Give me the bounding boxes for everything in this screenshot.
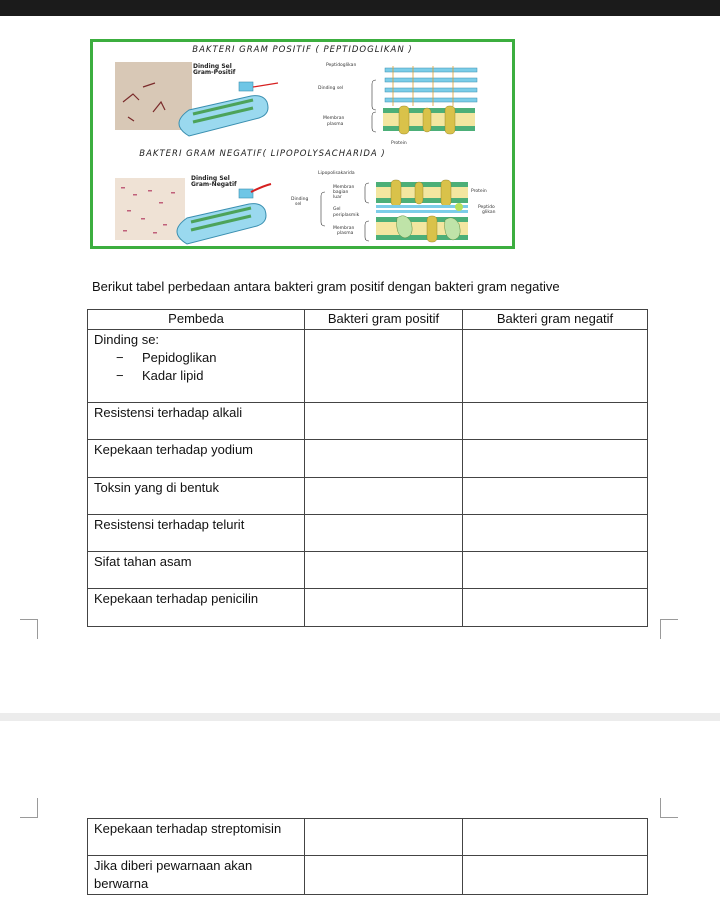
row-label: Toksin yang di bentuk [88,478,305,515]
bullet-dash: − [116,368,124,383]
table-row [88,403,648,440]
row-label: Kepekaan terhadap streptomisin [88,819,305,856]
svg-text:Gram-Positif: Gram-Positif [193,69,236,76]
table-row [88,552,648,589]
label-peptidoglikan-neg: Peptido [478,205,495,210]
cell-positif[interactable] [305,478,463,515]
svg-text:glikan: glikan [482,210,496,215]
margin-mark-bottom-right [660,619,678,639]
cell-negatif[interactable] [463,403,648,440]
table-row [88,819,648,856]
rod-cell-positive [179,82,278,136]
page-separator [0,713,720,721]
row-label: Kepekaan terhadap penicilin [88,589,305,627]
comparison-table-continued [87,818,648,895]
bullet-dash: − [116,350,124,365]
row-label: Resistensi terhadap telurit [88,515,305,552]
figure-title-positive: BAKTERI GRAM POSITIF ( PEPTIDOGLIKAN ) [192,45,413,55]
label-membran-luar: Membran [333,185,355,190]
table-row [88,440,648,478]
label-protein-pos: Protein [391,141,407,146]
label-protein-neg: Protein [471,189,487,194]
row-label: Jika diberi pewarnaan akan berwarna [88,856,305,895]
margin-mark-top-left [20,798,38,818]
svg-text:sel: sel [295,202,302,207]
svg-text:bagian: bagian [333,190,349,195]
cell-positif[interactable] [305,819,463,856]
sub-item-pepidoglikan [94,349,298,367]
sub-item-kadar-lipid [94,367,298,385]
membrane-diagram-positive [318,62,477,146]
table-row [88,515,648,552]
cell-negatif[interactable] [463,515,648,552]
sub-item-label: Kadar lipid [142,368,204,383]
table-row [88,330,648,403]
cell-negatif[interactable] [463,440,648,478]
comparison-table [87,309,648,627]
table-row [88,589,648,627]
sub-item-label: Pepidoglikan [142,350,217,365]
cell-positif[interactable] [305,856,463,895]
svg-text:luar: luar [333,195,342,200]
label-dinding-sel-pos: Dinding sel [318,86,344,91]
label-membran-plasma-neg: Membran [333,226,355,231]
row-label: Resistensi terhadap alkali [88,403,305,440]
cell-positif[interactable] [305,440,463,478]
table-header-row [88,310,648,330]
margin-mark-top-right [660,798,678,818]
rod-cell-negative [177,184,271,244]
membrane-diagram-negative [291,170,496,242]
table-row [88,478,648,515]
label-dinding-sel-neg: Dinding [291,197,309,202]
svg-text:plasma: plasma [327,122,344,127]
row-label: Sifat tahan asam [88,552,305,589]
row-label: Kepekaan terhadap yodium [88,440,305,478]
label-peptidoglikan: Peptidoglikan [326,63,357,68]
label-membran-plasma-pos: Membran [323,116,345,121]
intro-text: Berikut tabel perbedaan antara bakteri gram positif dengan bakteri gram negative [92,279,560,294]
label-gel-periplasmik: Gel [333,207,341,212]
cell-positif[interactable] [305,403,463,440]
svg-text:periplasmik: periplasmik [333,213,360,218]
label-wall-negative: Dinding Sel [191,175,230,182]
cell-positif[interactable] [305,330,463,403]
svg-text:plasma: plasma [337,231,354,236]
cell-negatif[interactable] [463,330,648,403]
dinding-sel-label: Dinding se: [94,332,160,347]
cell-negatif[interactable] [463,819,648,856]
row-label-dinding-sel [88,330,305,403]
margin-mark-bottom-left [20,619,38,639]
gram-bacteria-figure [90,39,515,249]
figure-title-negative: BAKTERI GRAM NEGATIF( LIPOPOLYSACHARIDA ) [139,149,386,159]
cell-positif[interactable] [305,515,463,552]
header-gram-negatif: Bakteri gram negatif [463,310,648,330]
table-row [88,856,648,895]
cell-positif[interactable] [305,589,463,627]
header-gram-positif: Bakteri gram positif [305,310,463,330]
cell-negatif[interactable] [463,478,648,515]
cell-negatif[interactable] [463,856,648,895]
figure-illustration [93,42,512,246]
cell-negatif[interactable] [463,552,648,589]
svg-text:Gram-Negatif: Gram-Negatif [191,181,237,188]
cell-positif[interactable] [305,552,463,589]
cell-negatif[interactable] [463,589,648,627]
label-wall-positive: Dinding Sel [193,63,232,70]
header-pembeda: Pembeda [88,310,305,330]
top-bar [0,0,720,16]
label-lipopolisakarida: Lipopolisakarida [318,171,355,176]
